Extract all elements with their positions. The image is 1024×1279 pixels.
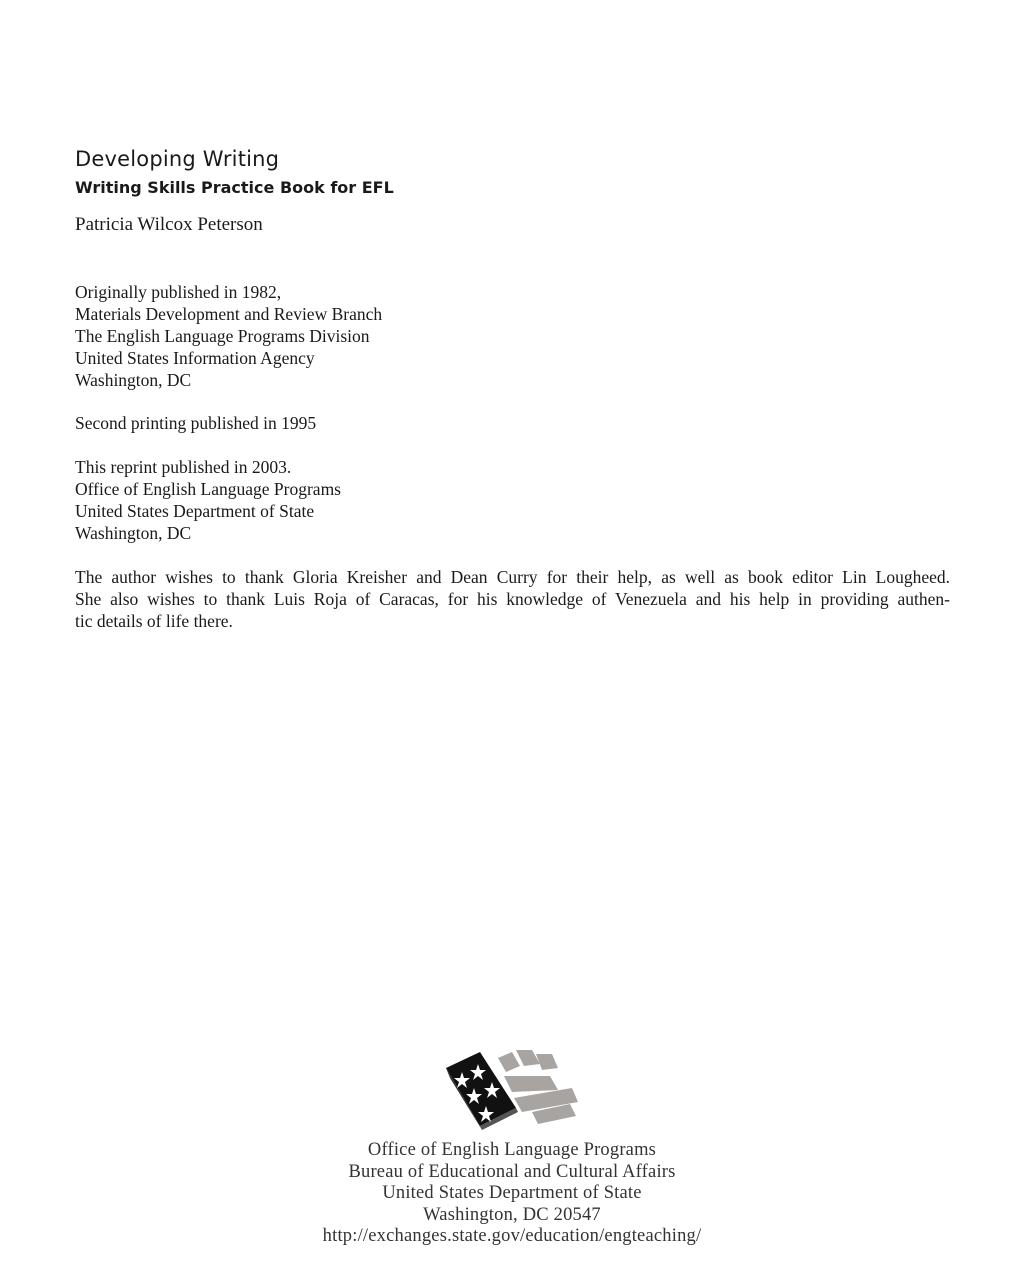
acknowledgment-line: tic details of life there. — [75, 611, 233, 631]
flag-book-logo-icon — [440, 1048, 585, 1130]
reprint-block — [75, 456, 341, 544]
original-publication-line: Materials Development and Review Branch — [75, 304, 383, 324]
second-printing-line: Second printing published in 1995 — [75, 413, 317, 433]
footer-office: Office of English Language Programs — [367, 1140, 657, 1160]
book-author: Patricia Wilcox Peterson — [75, 214, 263, 235]
footer-address: Washington, DC 20547 — [423, 1204, 601, 1225]
original-publication-line: Originally published in 1982, — [75, 282, 282, 302]
publisher-footer — [0, 1140, 1024, 1248]
acknowledgment-line: The author wishes to thank Gloria Kreisher and Dean Curry for their help, as well as book editor Lin Lougheed. — [75, 567, 950, 587]
book-title: Developing Writing — [75, 147, 280, 171]
original-publication-line: Washington, DC — [75, 370, 192, 390]
original-publication-block — [75, 281, 382, 391]
reprint-line: United States Department of State — [75, 501, 315, 521]
book-subtitle: Writing Skills Practice Book for EFL — [75, 178, 394, 197]
second-printing-block — [75, 412, 316, 434]
original-publication-line: The English Language Programs Division — [75, 326, 370, 346]
reprint-line: Office of English Language Programs — [75, 479, 341, 499]
acknowledgment-line: She also wishes to thank Luis Roja of Caracas, for his knowledge of Venezuela and his help in providing authen- — [75, 589, 950, 609]
acknowledgment-paragraph — [75, 566, 950, 632]
original-publication-line: United States Information Agency — [75, 348, 315, 368]
reprint-line: This reprint published in 2003. — [75, 457, 292, 477]
footer-department: United States Department of State — [382, 1183, 642, 1203]
footer-url: http://exchanges.state.gov/education/engteaching/ — [322, 1226, 702, 1246]
reprint-line: Washington, DC — [75, 523, 192, 543]
footer-bureau: Bureau of Educational and Cultural Affairs — [348, 1161, 676, 1182]
